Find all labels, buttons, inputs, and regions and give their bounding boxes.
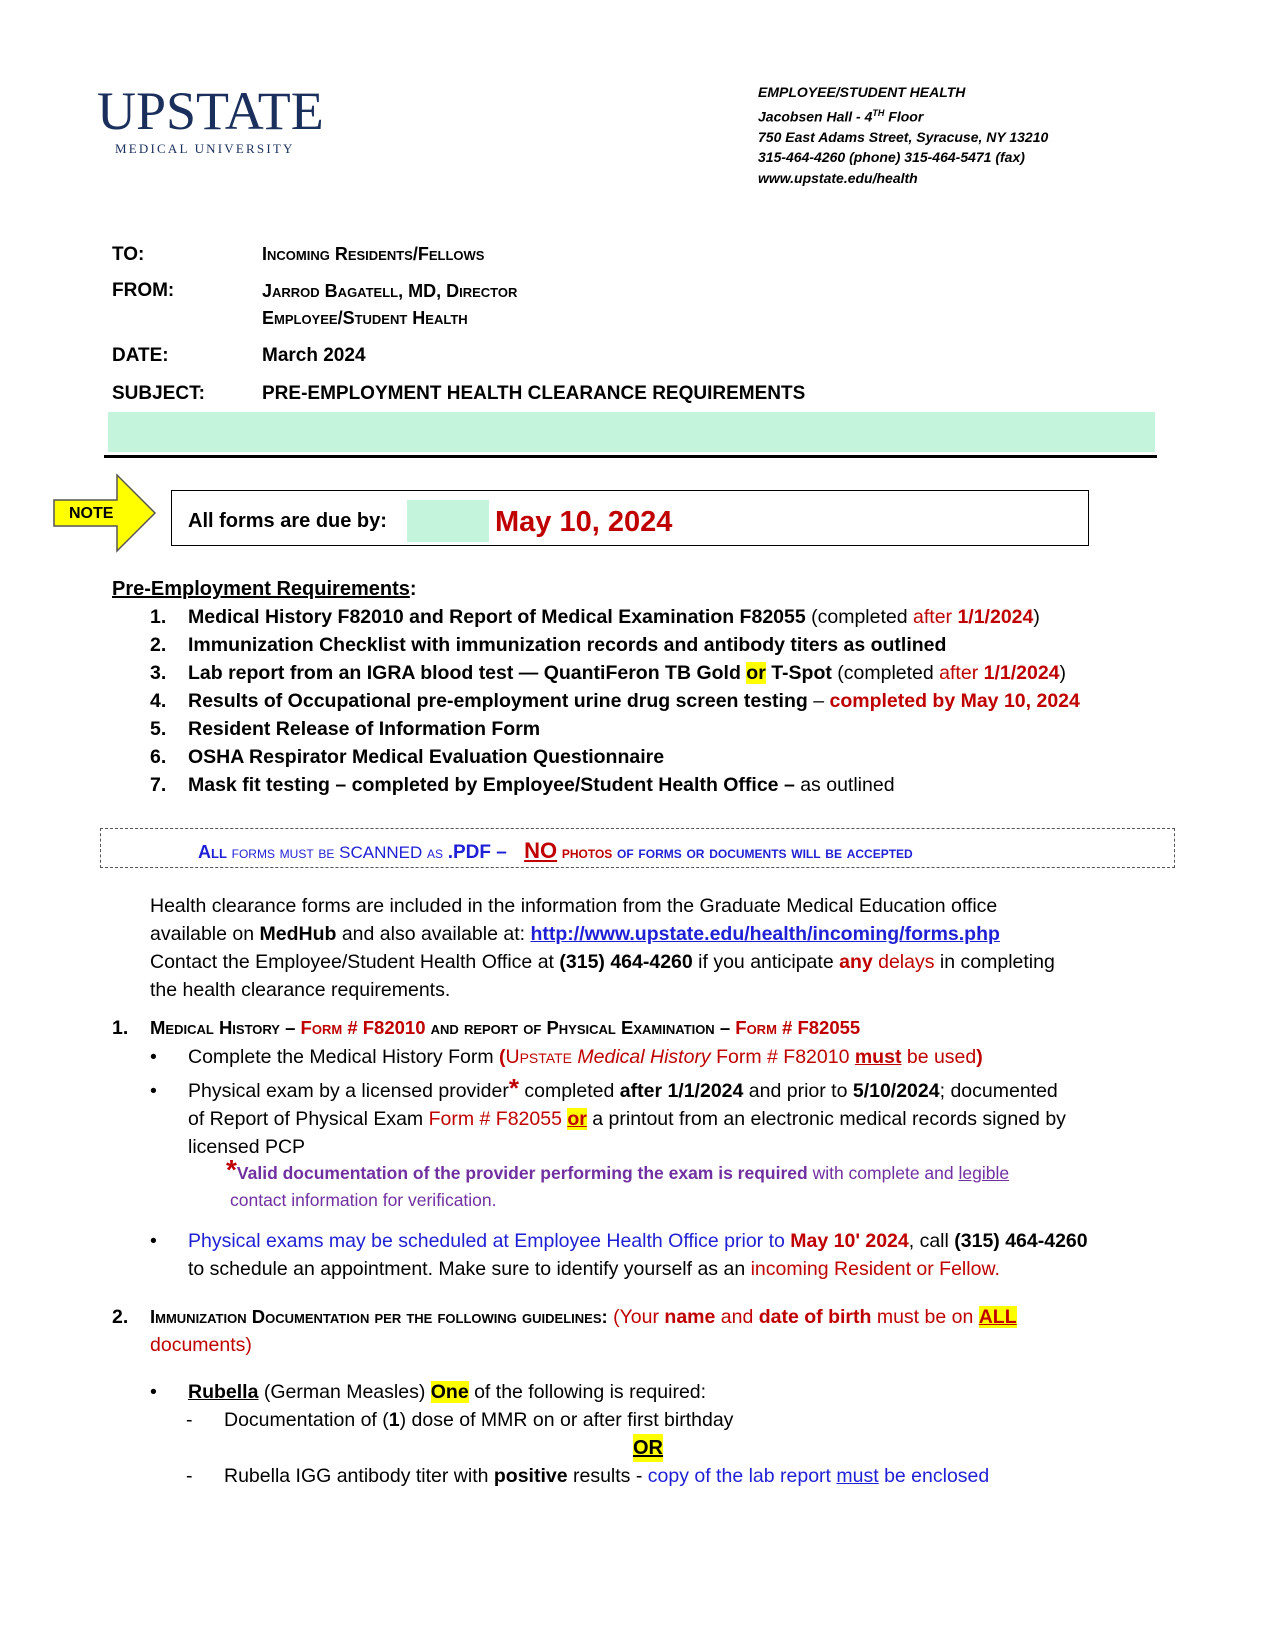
list-item: 2. Immunization Checklist with immunization records and antibody titers as outlined: [150, 634, 947, 656]
subject-label: SUBJECT:: [112, 383, 205, 404]
or-divider: OR: [633, 1434, 663, 1462]
date-label: DATE:: [112, 345, 169, 366]
provider-note: *Valid documentation of the provider performing the exam is required with complete and legible contact information for verification.: [226, 1154, 1010, 1210]
green-highlight-band: [108, 412, 1155, 452]
subject-value: PRE-EMPLOYMENT HEALTH CLEARANCE REQUIREMENTS: [262, 383, 806, 404]
requirements-title: Pre-Employment Requirements:: [112, 578, 417, 600]
address-line-1: EMPLOYEE/STUDENT HEALTH: [758, 84, 966, 100]
header-divider: [104, 455, 1157, 458]
list-item: 3. Lab report from an IGRA blood test — QuantiFeron TB Gold or T-Spot (completed after 1/1/2024): [150, 662, 1067, 684]
address-line-3: 750 East Adams Street, Syracuse, NY 13210: [758, 128, 1049, 145]
to-value: Incoming Residents/Fellows: [262, 244, 485, 264]
upstate-logo: UPSTATE: [97, 81, 324, 141]
requirements-list: [150, 603, 1080, 799]
section-1-heading: 1. Medical History – Form # F82010 and report of Physical Examination – Form # F82055: [112, 1017, 861, 1039]
forms-link[interactable]: http://www.upstate.edu/health/incoming/forms.php: [530, 923, 1000, 945]
info-paragraph: Health clearance forms are included in the information from the Graduate Medical Education office available on MedHub and also available at: http://www.upstate.edu/health/incoming/forms.php Contact the Employee/Student Health Office at (315) 464-4260 if you anticipate any delays in completing the health clearance requirements.: [150, 895, 1055, 1001]
list-item: 6. OSHA Respirator Medical Evaluation Questionnaire: [150, 746, 665, 768]
due-label: All forms are due by:: [188, 510, 387, 532]
from-label: FROM:: [112, 280, 175, 301]
list-item: 7. Mask fit testing – completed by Employee/Student Health Office – as outlined: [150, 774, 895, 796]
from-value-1: Jarrod Bagatell, MD, Director: [262, 281, 518, 301]
address-line-5: www.upstate.edu/health: [758, 169, 918, 186]
section-2-heading: 2. Immunization Documentation per the following guidelines: (Your name and date of birth must be on ALL documents): [112, 1306, 1017, 1356]
date-value: March 2024: [262, 345, 366, 366]
to-label: TO:: [112, 244, 145, 265]
list-item: 5. Resident Release of Information Form: [150, 718, 541, 740]
address-line-2: Jacobsen Hall - 4TH Floor: [758, 107, 924, 125]
list-item: 1. Medical History F82010 and Report of Medical Examination F82055 (completed after 1/1/2024): [150, 606, 1040, 628]
pdf-notice: All forms must be SCANNED as .PDF – NO photos of forms or documents will be accepted: [198, 838, 913, 863]
note-label: NOTE: [69, 505, 114, 522]
list-item: 4. Results of Occupational pre-employment urine drug screen testing – completed by May 10, 2024: [150, 690, 1080, 712]
due-green-field: [407, 500, 489, 542]
logo-subtitle: MEDICAL UNIVERSITY: [115, 141, 295, 156]
due-date: May 10, 2024: [495, 506, 673, 538]
office-address: [758, 82, 1048, 188]
address-line-4: 315-464-4260 (phone) 315-464-5471 (fax): [758, 149, 1025, 166]
from-value-2: Employee/Student Health: [262, 308, 468, 328]
